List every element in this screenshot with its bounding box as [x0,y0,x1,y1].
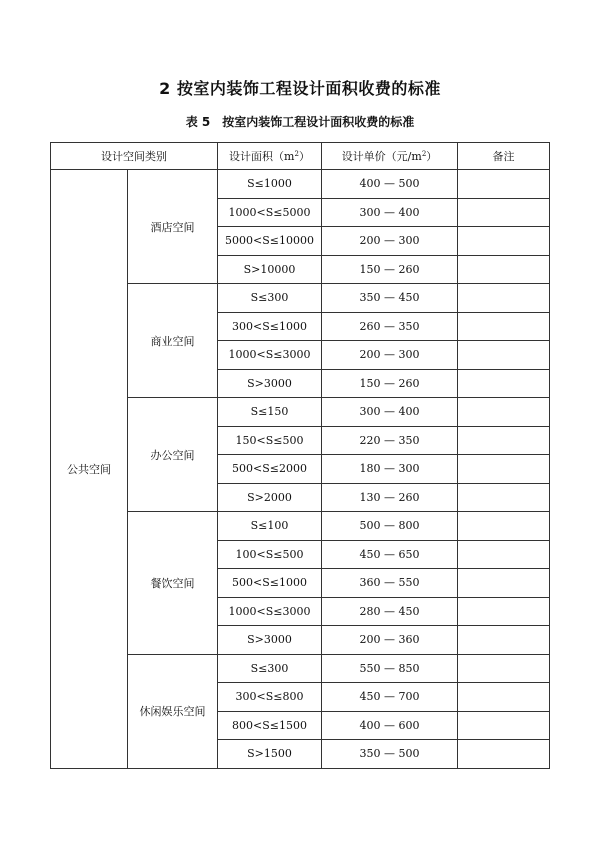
price-cell: 300 — 400 [322,198,458,227]
area-cell: 300<S≤1000 [218,312,322,341]
note-cell [458,740,550,769]
header-area-label: 设计面积（m [229,150,295,163]
price-cell: 260 — 350 [322,312,458,341]
header-category: 设计空间类别 [51,143,218,170]
note-cell [458,227,550,256]
note-cell [458,683,550,712]
price-cell: 360 — 550 [322,569,458,598]
note-cell [458,626,550,655]
table-header-row [51,143,550,170]
price-cell: 550 — 850 [322,654,458,683]
category-label: 餐饮空间 [128,512,218,655]
price-cell: 500 — 800 [322,512,458,541]
table-title: 按室内装饰工程设计面积收费的标准 [222,115,415,129]
page-heading: 2 按室内装饰工程设计面积收费的标准 [159,79,441,98]
area-cell: S≤100 [218,512,322,541]
price-cell: 350 — 450 [322,284,458,313]
note-cell [458,255,550,284]
fee-table [50,142,550,769]
area-cell: 1000<S≤3000 [218,597,322,626]
note-cell [458,369,550,398]
price-cell: 400 — 600 [322,711,458,740]
header-note: 备注 [458,143,550,170]
note-cell [458,341,550,370]
price-cell: 450 — 700 [322,683,458,712]
table-row [51,170,550,199]
table-number: 表 5 [185,115,211,129]
category-label: 商业空间 [128,284,218,398]
header-price-close: ） [426,150,438,163]
note-cell [458,483,550,512]
note-cell [458,512,550,541]
area-cell: S≤300 [218,284,322,313]
note-cell [458,312,550,341]
category-label: 办公空间 [128,398,218,512]
price-cell: 200 — 360 [322,626,458,655]
table-caption [0,113,600,130]
area-cell: 800<S≤1500 [218,711,322,740]
group-label: 公共空间 [51,170,128,769]
price-cell: 200 — 300 [322,227,458,256]
area-cell: 150<S≤500 [218,426,322,455]
area-cell: 1000<S≤5000 [218,198,322,227]
area-cell: S>2000 [218,483,322,512]
price-cell: 150 — 260 [322,255,458,284]
category-label: 休闲娱乐空间 [128,654,218,768]
price-cell: 280 — 450 [322,597,458,626]
price-cell: 400 — 500 [322,170,458,199]
area-cell: 5000<S≤10000 [218,227,322,256]
area-cell: S>1500 [218,740,322,769]
area-cell: S≤1000 [218,170,322,199]
price-cell: 180 — 300 [322,455,458,484]
note-cell [458,284,550,313]
note-cell [458,398,550,427]
note-cell [458,654,550,683]
note-cell [458,569,550,598]
area-cell: 500<S≤1000 [218,569,322,598]
category-label: 酒店空间 [128,170,218,284]
price-cell: 150 — 260 [322,369,458,398]
price-cell: 350 — 500 [322,740,458,769]
area-cell: S>3000 [218,369,322,398]
header-area-sup: 2 [294,150,299,158]
note-cell [458,198,550,227]
area-cell: 1000<S≤3000 [218,341,322,370]
header-area [218,143,322,170]
price-cell: 300 — 400 [322,398,458,427]
price-cell: 450 — 650 [322,540,458,569]
note-cell [458,455,550,484]
area-cell: 100<S≤500 [218,540,322,569]
area-cell: S>10000 [218,255,322,284]
price-cell: 200 — 300 [322,341,458,370]
header-price-sup: 2 [421,150,427,158]
fee-table-body [51,170,550,769]
area-cell: S>3000 [218,626,322,655]
price-cell: 220 — 350 [322,426,458,455]
area-cell: S≤150 [218,398,322,427]
header-price [322,143,458,170]
note-cell [458,597,550,626]
note-cell [458,540,550,569]
area-cell: 300<S≤800 [218,683,322,712]
note-cell [458,711,550,740]
price-cell: 130 — 260 [322,483,458,512]
area-cell: S≤300 [218,654,322,683]
note-cell [458,170,550,199]
note-cell [458,426,550,455]
header-area-close: ） [298,150,310,163]
header-price-label: 设计单价（元/m [341,150,422,163]
area-cell: 500<S≤2000 [218,455,322,484]
